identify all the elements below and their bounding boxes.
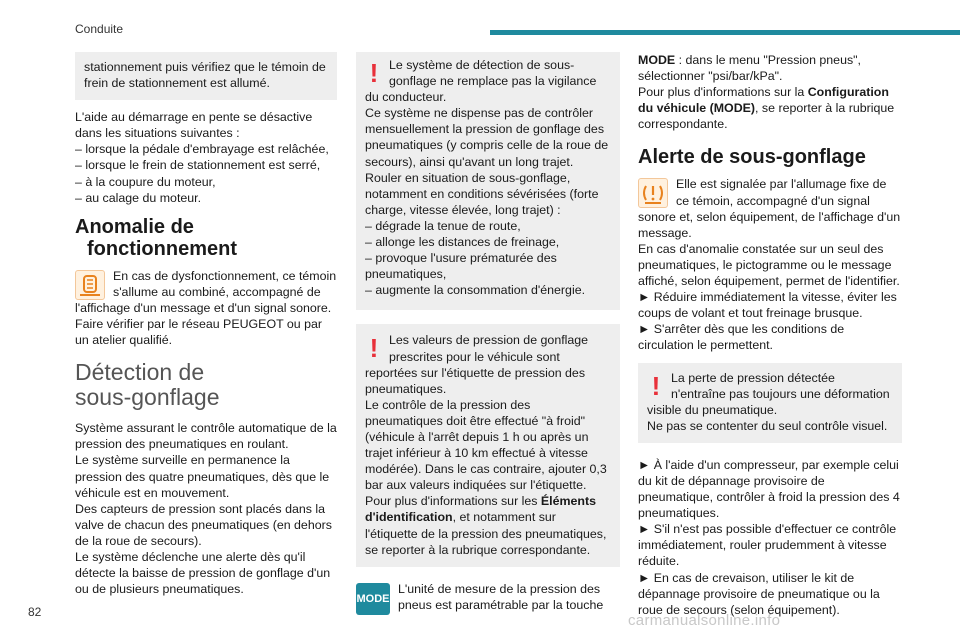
warning-text: Rouler en situation de sous-gonflage, notamment en conditions sévérisées (forte charge, vitesse élevée, long trajet) : xyxy=(365,170,599,217)
anomaly-text-2: Faire vérifier par le réseau PEUGEOT ou par un atelier qualifié. xyxy=(75,317,322,348)
note-box xyxy=(75,52,337,100)
anomaly-text: En cas de dysfonctionnement, ce témoin s'allume au combiné, accompagné de l'affichage d'un message et d'un signal sonore. xyxy=(75,268,337,315)
low-pressure-icon xyxy=(638,178,668,208)
detection-heading-line-2: sous-gonflage xyxy=(75,384,220,411)
alert-heading: Alerte de sous-gonflage xyxy=(638,146,866,169)
reference-prefix: Pour plus d'informations sur la xyxy=(638,85,808,100)
paragraph: Le système déclenche une alerte dès qu'il détecte la baisse de pression de gonflage d'un ou de plusieurs pneumatiques. xyxy=(75,549,331,597)
section-title: Conduite xyxy=(75,22,124,36)
mode-button-icon: MODE xyxy=(356,583,390,615)
exclamation-icon: ! xyxy=(369,58,379,88)
warning-box-2 xyxy=(356,324,620,566)
warning-text: La perte de pression détectée n'entraîne pas toujours une déformation visible du pneumatique. xyxy=(647,370,890,417)
anomaly-heading xyxy=(75,216,337,260)
mode-label: MODE xyxy=(638,53,676,67)
hill-start-intro: L'aide au démarrage en pente se désactive dans les situations suivantes : xyxy=(75,110,313,141)
column-1 xyxy=(75,52,337,597)
paragraph: Des capteurs de pression sont placés dans la valve de chacun des pneumatiques (en dehors de la roue de secours). xyxy=(75,501,332,548)
step: ► Réduire immédiatement la vitesse, éviter les coups de volant et tout freinage brusque. xyxy=(638,290,897,321)
column-2 xyxy=(356,52,620,615)
reference-prefix: Pour plus d'informations sur les xyxy=(365,494,541,509)
paragraph: Le système surveille en permanence la pression des quatre pneumatiques, dès que le véhicule est en mouvement. xyxy=(75,453,330,500)
detection-heading-line-1: Détection de xyxy=(75,359,205,386)
hill-start-list xyxy=(75,141,337,205)
exclamation-icon: ! xyxy=(651,370,661,401)
paragraph: Système assurant le contrôle automatique de la pression des pneumatiques en roulant. xyxy=(75,421,337,452)
list-item: – augmente la consommation d'énergie. xyxy=(365,283,586,298)
page-number: 82 xyxy=(28,605,42,619)
alert-block xyxy=(638,176,902,353)
detection-heading xyxy=(75,360,337,410)
alert-text: Elle est signalée par l'allumage fixe de ce témoin, accompagné d'un signal sonore et, selon équipement, de l'affichage d'un message. xyxy=(638,177,901,240)
list-item: – allonge les distances de freinage, xyxy=(365,235,560,250)
list-item: – provoque l'usure prématurée des pneumatiques, xyxy=(365,251,557,282)
list-item: – à la coupure du moteur, xyxy=(75,174,216,189)
warning-text: Le système de détection de sous-gonflage ne remplace pas la vigilance du conducteur. xyxy=(365,58,597,105)
warning-reference xyxy=(365,493,611,557)
note-text: stationnement puis vérifiez que le témoin de frein de stationnement est allumé. xyxy=(84,60,326,91)
anomaly-heading-line-1: Anomalie de xyxy=(75,215,194,238)
watermark: carmanualsonline.info xyxy=(628,612,781,629)
list-item: – dégrade la tenue de route, xyxy=(365,218,521,233)
detection-body xyxy=(75,420,337,597)
reference-link: Éléments d'identification xyxy=(365,494,597,525)
reference-suffix: , se reporter à la rubrique correspondante. xyxy=(638,101,895,132)
anomaly-heading-line-2: fonctionnement xyxy=(87,237,237,260)
alert-text-2: En cas d'anomalie constatée sur un seul des pneumatiques, le pictogramme ou le message affiché, selon équipement, permet de l'identifier. xyxy=(638,241,900,289)
list-item: – lorsque la pédale d'embrayage est relâchée, xyxy=(75,142,329,157)
list-item: – au calage du moteur. xyxy=(75,190,202,205)
warning-text: Ce système ne dispense pas de contrôler mensuellement la pression de gonflage des pneumatiques (y compris celle de la roue de secours), ainsi qu'avant un long trajet. xyxy=(365,106,609,169)
reference-suffix: , et notamment sur l'étiquette de la pression des pneumatiques, se reporter à la rubrique correspondante. xyxy=(365,510,607,557)
warning-box-3 xyxy=(638,363,902,443)
config-reference xyxy=(638,84,902,132)
reference-link: Configuration du véhicule (MODE) xyxy=(638,85,889,116)
column-3 xyxy=(638,52,902,618)
mode-instruction: : dans le menu "Pression pneus", sélectionner "psi/bar/kPa". xyxy=(638,53,861,84)
mode-continuation xyxy=(638,52,902,84)
warning-text: Le contrôle de la pression des pneumatiques doit être effectué "à froid" (véhicule à l'arrêt depuis 1 h ou après un trajet inférieur à 10 km effectué à vitesse modérée). Dans le cas contraire, ajouter 0,3 bar aux valeurs indiquées sur l'étiquette. xyxy=(365,397,607,493)
tyre-warning-icon xyxy=(75,270,105,300)
warning-text: Ne pas se contenter du seul contrôle visuel. xyxy=(647,418,888,433)
anomaly-block xyxy=(75,268,337,348)
step: ► S'il n'est pas possible d'effectuer ce contrôle immédiatement, rouler prudemment à vitesse réduite. xyxy=(638,522,897,569)
header-accent-bar xyxy=(490,30,960,35)
step: ► En cas de crevaison, utiliser le kit de dépannage provisoire de pneumatique ou la roue de secours (selon équipement). xyxy=(638,570,880,617)
mode-block xyxy=(356,581,620,613)
step: ► S'arrêter dès que les conditions de circulation le permettent. xyxy=(638,322,845,353)
list-item: – lorsque le frein de stationnement est serré, xyxy=(75,158,321,173)
warning-box-1 xyxy=(356,52,620,310)
warning-text: Les valeurs de pression de gonflage prescrites pour le véhicule sont reportées sur l'étiquette de pression des pneumatiques. xyxy=(365,333,589,396)
step: ► À l'aide d'un compresseur, par exemple celui du kit de dépannage provisoire de pneumatique, contrôler à froid la pression des 4 pneumatiques. xyxy=(638,457,900,521)
mode-text: L'unité de mesure de la pression des pneus est paramétrable par la touche xyxy=(398,581,604,612)
exclamation-icon: ! xyxy=(369,333,379,364)
